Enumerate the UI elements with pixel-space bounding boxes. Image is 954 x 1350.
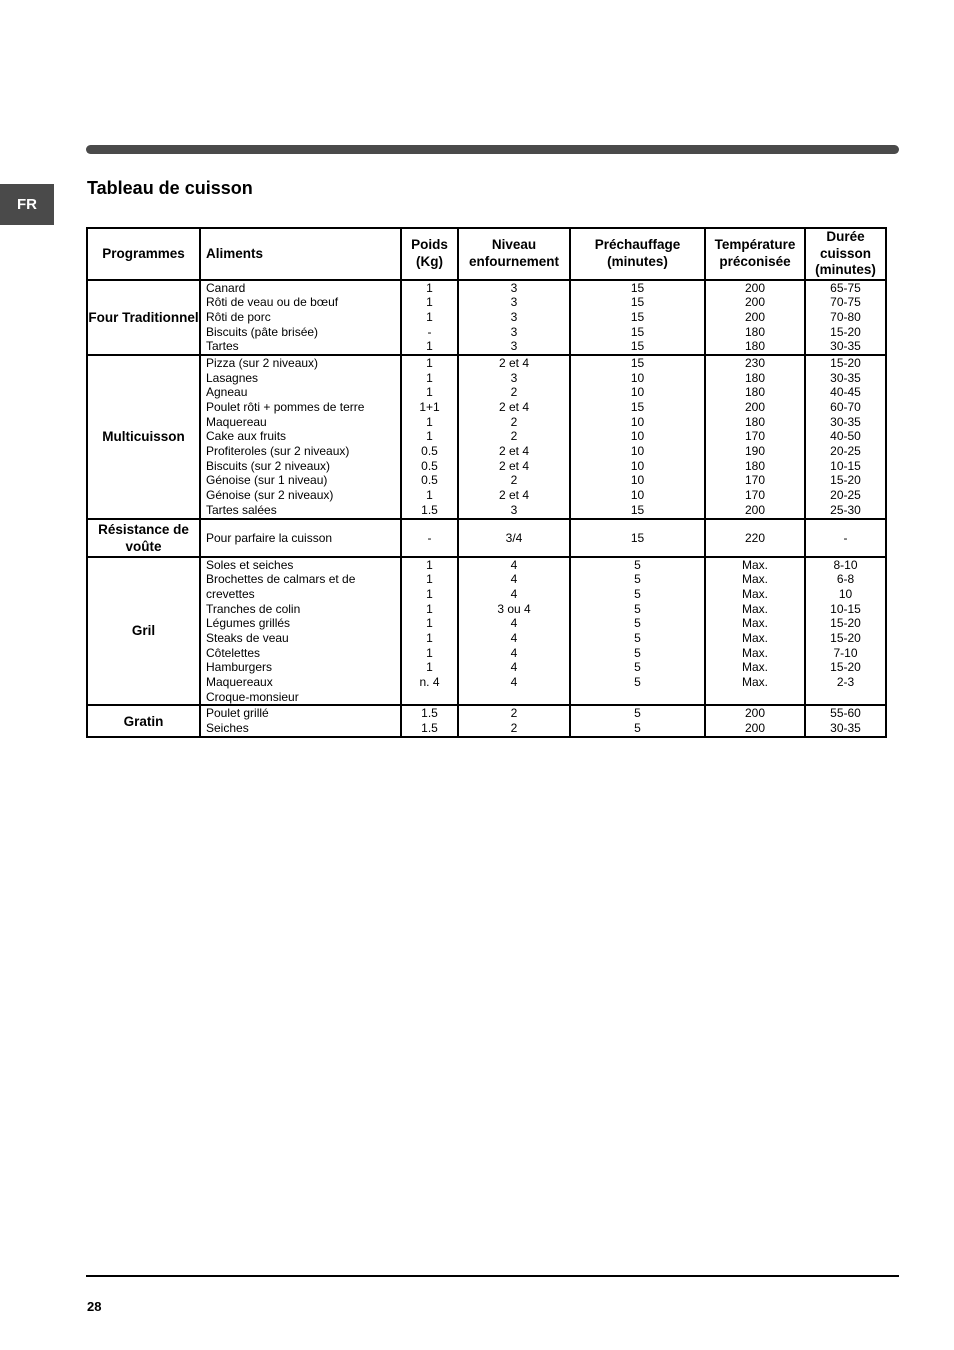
niveau-value: 3 [510,295,518,310]
prechauffage-value: 15 [630,324,645,339]
temperature-value: Max. [741,675,768,689]
niveau-value: 2 [510,473,518,488]
poids-value: 1 [426,339,433,354]
niveau-value: 4 [510,572,518,587]
temperature-value: Max. [741,601,768,616]
niveau-list [458,280,570,355]
poids-value: 1 [426,630,433,645]
poids-list [401,705,458,736]
temperature-value: 180 [744,370,766,385]
temperature-value: Max. [741,630,768,645]
duree-value: 7-10 [833,645,858,660]
food-item: Rôti de veau ou de bœuf [206,295,339,310]
duree-value: 10-15 [830,458,861,473]
poids-value: 1 [426,572,433,587]
duree-value: 20-25 [830,444,861,459]
food-item: Lasagnes [206,370,259,385]
prechauffage-value: 5 [634,616,641,631]
niveau-value: 2 et 4 [498,400,530,414]
duree-value: 10-15 [830,601,861,616]
poids-value: 1 [426,557,433,572]
food-item: Seiches [206,721,249,736]
food-item: Tartes [206,339,239,354]
food-item: Biscuits (pâte brisée) [206,324,319,339]
temperature-value: 170 [744,429,766,444]
poids-value: n. 4 [419,675,440,689]
prechauffage-value: 10 [630,385,645,400]
duree-value: 30-35 [830,414,861,429]
temperature-list [705,355,805,519]
poids-value: 0.5 [421,458,438,473]
niveau-value: 3 [510,309,518,324]
cooking-table [86,227,887,738]
temperature-list [705,557,805,706]
food-item: Agneau [206,385,248,400]
prechauffage-value: 15 [630,339,645,354]
duree-list [805,280,886,355]
niveau-value: 4 [510,645,518,660]
top-divider-bar [86,145,899,154]
food-list [200,355,401,519]
poids-value: 1 [426,309,433,324]
prechauffage-value: 5 [634,601,641,616]
niveau-value: 3 [510,324,518,339]
duree-value: 60-70 [830,400,861,414]
niveau-value: 2 [510,706,518,721]
niveau-value: 3 [510,339,518,354]
prechauffage-list [570,557,705,706]
duree-value: 15-20 [830,630,861,645]
prechauffage-value: 5 [634,557,641,572]
food-item: Rôti de porc [206,309,271,324]
poids-list [401,355,458,519]
poids-value: 1 [426,280,433,295]
food-item: Poulet rôti + pommes de terre [206,400,365,414]
prechauffage-value: 5 [634,645,641,660]
program-name: Four Traditionnel [87,280,200,355]
header-temperature: Température préconisée [705,228,805,280]
temperature-value: 180 [744,414,766,429]
poids-value: 1+1 [419,400,440,414]
prechauffage-value: 10 [630,429,645,444]
prechauffage-value: 15 [630,280,645,295]
duree-value: 15-20 [830,616,861,631]
poids-value: 1 [426,645,433,660]
temperature-value: 170 [744,473,766,488]
prechauffage-value: 10 [630,473,645,488]
niveau-value: 2 et 4 [498,444,530,459]
prechauffage-value: 10 [630,488,645,503]
header-niveau: Niveau enfournement [458,228,570,280]
prechauffage-list [570,280,705,355]
niveau-value: 2 et 4 [498,458,530,473]
page-number: 28 [87,1299,102,1314]
duree-value: 40-50 [830,429,861,444]
temperature-value: Max. [741,616,768,631]
niveau-value: 4 [510,586,518,601]
poids-value: 1 [426,660,433,675]
temperature-value: 200 [744,280,766,295]
prechauffage-value: 10 [630,414,645,429]
table-row [87,355,886,519]
food-item: Hamburgers [206,660,273,675]
food-item: Maquereaux [206,675,273,689]
table-row [87,705,886,736]
duree-value: 55-60 [830,706,861,721]
duree-value: 20-25 [830,488,861,503]
duree-list [805,557,886,706]
prechauffage-value: 15 [630,502,645,517]
temperature-value: Max. [741,586,768,601]
niveau-value: 2 et 4 [498,488,530,503]
table-header-row [87,228,886,280]
prechauffage-list [570,355,705,519]
temperature-list [705,280,805,355]
poids-value: - [427,324,432,339]
temperature-value: 180 [744,385,766,400]
duree-list [805,705,886,736]
program-name: Gratin [87,705,200,736]
poids-value: 1 [426,429,433,444]
niveau-value: 2 et 4 [498,355,530,370]
poids-value: 1 [426,355,433,370]
prechauffage-value: 15 [630,400,645,414]
temperature-list [705,705,805,736]
duree-value: 15-20 [830,324,861,339]
temperature-value: 220 [705,519,805,557]
niveau-value: 4 [510,557,518,572]
table-body [87,280,886,737]
temperature-value: 200 [744,309,766,324]
niveau-list [458,355,570,519]
poids-value: - [401,519,458,557]
food-item: crevettes [206,586,255,601]
poids-value: 1 [426,414,433,429]
temperature-value: 200 [744,721,766,736]
temperature-value: 180 [744,339,766,354]
temperature-value: 180 [744,324,766,339]
temperature-value: 200 [744,706,766,721]
temperature-value: Max. [741,572,768,587]
poids-value: 1 [426,385,433,400]
temperature-value: 200 [744,295,766,310]
duree-value: 25-30 [830,502,861,517]
niveau-value: 4 [510,660,518,675]
food-item: Côtelettes [206,645,261,660]
temperature-value: Max. [741,645,768,660]
program-name: Gril [87,557,200,706]
prechauffage-value: 15 [630,309,645,324]
poids-value: 1 [426,370,433,385]
prechauffage-value: 10 [630,370,645,385]
prechauffage-value: 10 [630,444,645,459]
footer-rule [86,1275,899,1277]
prechauffage-value: 5 [634,675,641,689]
food-item: Génoise (sur 2 niveaux) [206,488,334,503]
food-item: Cake aux fruits [206,429,287,444]
page-title: Tableau de cuisson [87,178,253,198]
food-item: Pour parfaire la cuisson [200,519,401,557]
poids-value: 1 [426,616,433,631]
prechauffage-list [570,705,705,736]
duree-value: 40-45 [830,385,861,400]
food-item: Génoise (sur 1 niveau) [206,473,328,488]
food-item: Poulet grillé [206,706,269,721]
header-prechauffage: Préchauffage (minutes) [570,228,705,280]
duree-value: 30-35 [830,339,861,354]
prechauffage-value: 5 [634,630,641,645]
duree-value: 6-8 [836,572,855,587]
temperature-value: 190 [744,444,766,459]
food-item: Croque-monsieur [206,689,299,704]
poids-list [401,280,458,355]
niveau-value: 4 [510,675,518,689]
duree-value: 70-75 [830,295,861,310]
food-item: Tartes salées [206,502,277,517]
food-item: Soles et seiches [206,557,294,572]
food-list [200,705,401,736]
prechauffage-value: 5 [634,706,641,721]
temperature-value: Max. [741,660,768,675]
language-tab: FR [0,184,54,225]
niveau-value: 3 ou 4 [497,601,531,616]
food-item: Légumes grillés [206,616,291,631]
duree-value: 15-20 [830,473,861,488]
table-row [87,557,886,706]
niveau-list [458,705,570,736]
niveau-value: 4 [510,616,518,631]
poids-list [401,557,458,706]
food-item: Tranches de colin [206,601,301,616]
duree-value: 30-35 [830,370,861,385]
duree-value: 70-80 [830,309,861,324]
niveau-list [458,557,570,706]
header-programmes: Programmes [87,228,200,280]
duree-value: 15-20 [830,660,861,675]
food-list [200,280,401,355]
food-item: Brochettes de calmars et de [206,572,356,587]
prechauffage-value: 15 [570,519,705,557]
food-item: Biscuits (sur 2 niveaux) [206,458,331,473]
prechauffage-value: 5 [634,572,641,587]
niveau-value: 2 [510,414,518,429]
food-item: Steaks de veau [206,630,289,645]
niveau-value: 3 [510,370,518,385]
niveau-value: 3 [510,280,518,295]
poids-value: 1.5 [421,706,438,721]
niveau-value: 2 [510,429,518,444]
food-list [200,557,401,706]
poids-value: 0.5 [421,473,438,488]
header-aliments: Aliments [200,228,401,280]
header-poids: Poids (Kg) [401,228,458,280]
duree-value: 8-10 [833,557,858,572]
prechauffage-value: 5 [634,586,641,601]
food-item: Profiteroles (sur 2 niveaux) [206,444,350,459]
niveau-value: 2 [510,385,518,400]
poids-value: 1 [426,488,433,503]
duree-value: - [805,519,886,557]
poids-value: 1 [426,586,433,601]
duree-list [805,355,886,519]
prechauffage-value: 5 [634,721,641,736]
table-row [87,519,886,557]
duree-value: 10 [838,586,853,601]
program-name: Multicuisson [87,355,200,519]
duree-value: 65-75 [830,280,861,295]
temperature-value: 180 [744,458,766,473]
niveau-value: 4 [510,630,518,645]
food-item: Canard [206,280,246,295]
poids-value: 1.5 [421,502,438,517]
temperature-value: 230 [744,355,766,370]
poids-value: 1.5 [421,721,438,736]
temperature-value: 200 [744,400,766,414]
header-duree: Durée cuisson (minutes) [805,228,886,280]
temperature-value: Max. [741,557,768,572]
niveau-value: 2 [510,721,518,736]
duree-value: 30-35 [830,721,861,736]
program-name: Résistance de voûte [87,519,200,557]
duree-value: 2-3 [836,675,855,689]
poids-value: 1 [426,601,433,616]
prechauffage-value: 5 [634,660,641,675]
duree-value: 15-20 [830,355,861,370]
table-row [87,280,886,355]
niveau-value: 3/4 [458,519,570,557]
prechauffage-value: 15 [630,295,645,310]
prechauffage-value: 10 [630,458,645,473]
food-item: Maquereau [206,414,267,429]
poids-value: 1 [426,295,433,310]
niveau-value: 3 [510,502,518,517]
temperature-value: 170 [744,488,766,503]
temperature-value: 200 [744,502,766,517]
poids-value: 0.5 [421,444,438,459]
food-item: Pizza (sur 2 niveaux) [206,355,319,370]
prechauffage-value: 15 [630,355,645,370]
